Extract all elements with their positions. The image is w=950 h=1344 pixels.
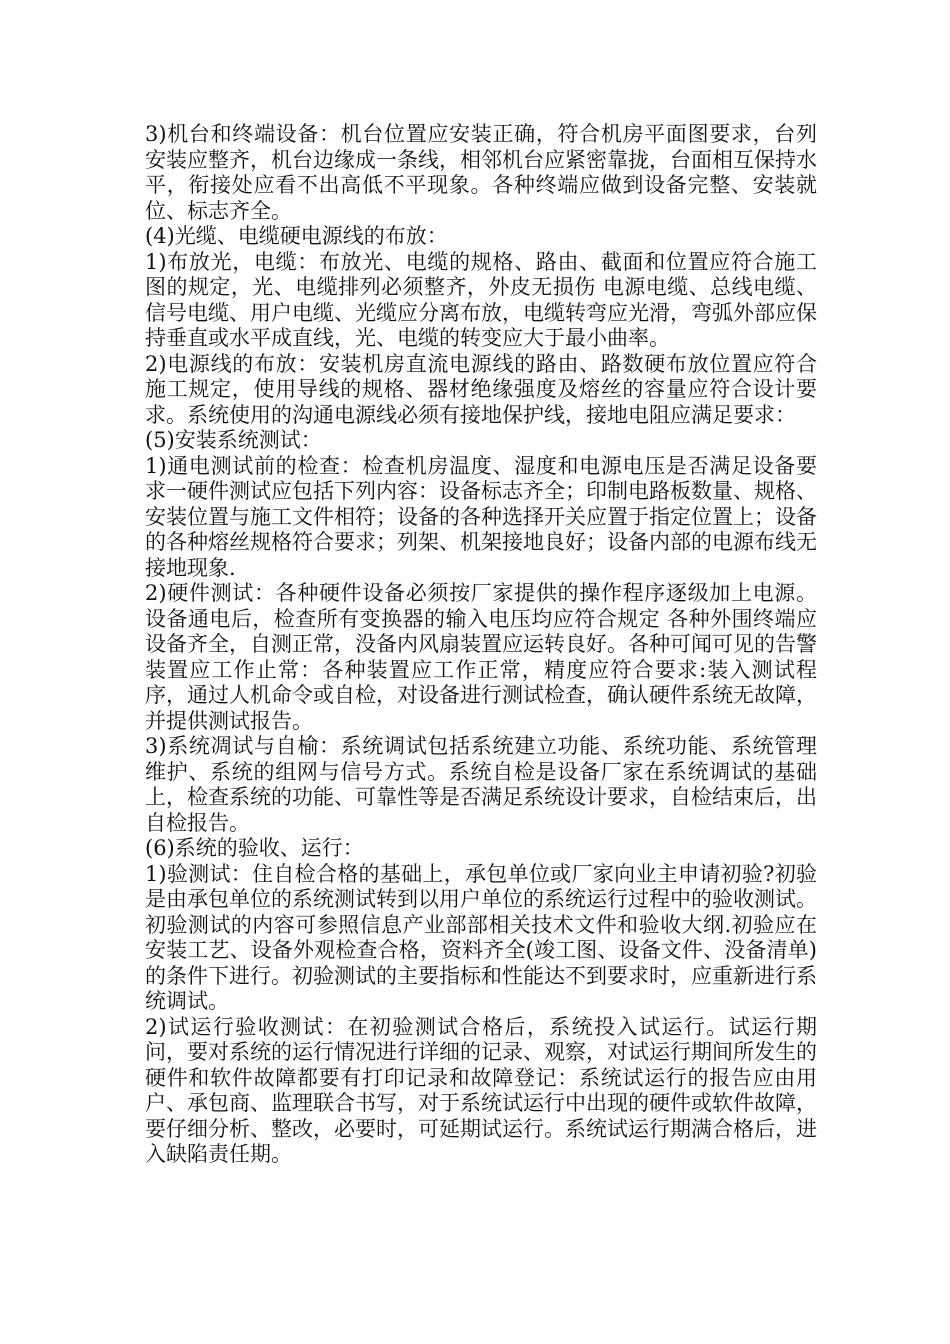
paragraph-machine-terminal: 3)机台和终端设备：机台位置应安装正确，符合机房平面图要求，台列安装应整齐，机台边缘成一条线，相邻机台应紧密靠拢，台面相互保持水平，衔接处应看不出高低不平现象。各种终端应做到设备完整、安装就位、标志齐全。 bbox=[145, 122, 817, 223]
paragraph-hardware-test: 2)硬件测试：各种硬件设备必须按厂家提供的操作程序逐级加上电源。设备通电后，检查所有变换器的输入电压均应符合规定 各种外围终端应设备齐全，自测正常，没备内风扇装置应运转良好。各种可闻可见的告警装置应工作止常：各种装置应工作正常，精度应符合要求:装入测试程序，通过人机命令或自检，对设备进行测试检查，确认硬件系统无故障，并提供测试报告。 bbox=[145, 581, 817, 733]
paragraph-system-debug: 3)系统凋试与自榆：系统调试包括系统建立功能、系统功能、系统管理维护、系统的组网与信号方式。系统自检是设备厂家在系统调试的基础上，检查系统的功能、可靠性等是否满足系统设计要求，自检结束后，出自检报告。 bbox=[145, 734, 817, 835]
section-heading-system-test: (5)安装系统测试： bbox=[145, 428, 322, 452]
paragraph-pre-power-check: 1)通电测试前的检查：检查机房温度、湿度和电源电压是否满足设备要求一硬件测试应包括下列内容：设备标志齐全；印制电路板数量、规格、安装位置与施工文件相符；设备的各种选择开关应置于指定位置上；设备的各种熔丝规格符合要求；列架、机架接地良好；设备内部的电源布线无接地现象. bbox=[145, 453, 817, 580]
section-heading-acceptance: (6)系统的验收、运行： bbox=[145, 836, 364, 860]
paragraph-initial-acceptance: 1)验测试：住自检合格的基础上，承包单位或厂家向业主申请初验?初验是由承包单位的系统测试转到以用户单位的系统运行过程中的验收测试。初验测试的内容可参照信息产业部部相关技术文件和验收大纲.初验应在安装工艺、设备外观检查合格，资料齐全(竣工图、设备文件、没备清单)的条件下进行。初验测试的主要指标和性能达不到要求时，应重新进行系统调试。 bbox=[145, 861, 817, 1013]
paragraph-cable-laying: 1)布放光，电缆：布放光、电缆的规格、路由、截面和位置应符合施工图的规定，光、电缆排列必须整齐，外皮无损伤 电源电缆、总线电缆、信号电缆、用户电缆、光缆应分离布放，电缆转弯应光滑，弯弧外部应保持垂直或水平成直线，光、电缆的转变应大于最小曲率。 bbox=[145, 249, 817, 350]
paragraph-power-line-laying: 2)电源线的布放：安装机房直流电源线的路由、路数硬布放位置应符合施工规定，使用导线的规格、器材绝缘强度及熔丝的容量应符合设计要求。系统使用的沟通电源线必须有接地保护线，接地电阻应满足要求： bbox=[145, 351, 817, 427]
document-body bbox=[145, 122, 817, 1168]
paragraph-trial-run: 2)试运行验收测试：在初验测试合格后，系统投入试运行。试运行期问，要对系统的运行情况进行详细的记录、观察，对试运行期间所发生的硬件和软件故障都要有打印记录和故障登记：系统试运行的报告应由用户、承包商、监理联合书写，对于系统试运行中出现的硬件或软件故障，要仔细分析、整改，必要时，可延期试运行。系统试运行期满合格后，进入缺陷责任期。 bbox=[145, 1014, 817, 1166]
section-heading-cable-laying: (4)光缆、电缆硬电源线的布放： bbox=[145, 224, 448, 248]
